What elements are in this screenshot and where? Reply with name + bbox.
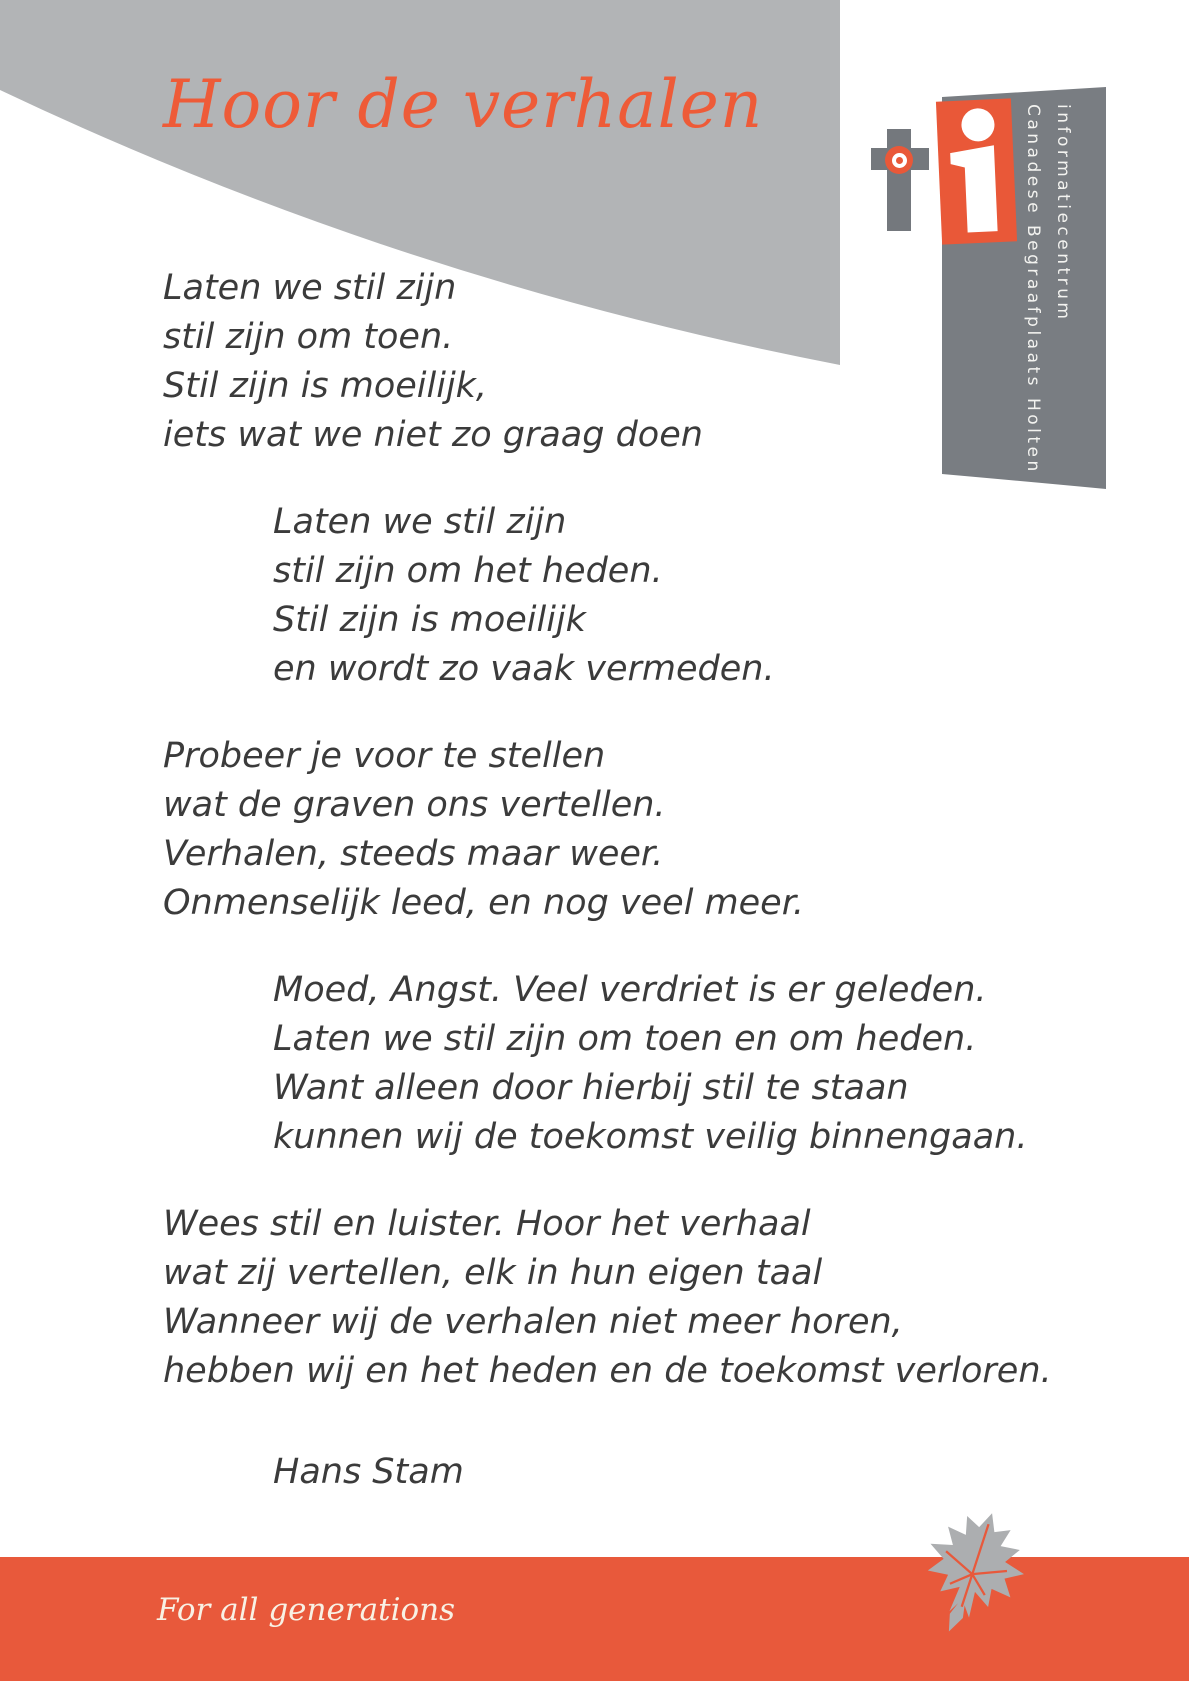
poem-stanza (163, 1200, 1052, 1396)
logo-text-line1: informatiecentrum (1053, 104, 1073, 323)
poem-line: stil zijn om toen. (163, 317, 454, 357)
poem-line: en wordt zo vaak vermeden. (273, 649, 775, 689)
poppy-ring-inner (892, 153, 907, 168)
footer-tagline: For all generations (157, 1592, 456, 1628)
poem-line: Moed, Angst. Veel verdriet is er geleden. (273, 970, 987, 1010)
poem-line: Wees stil en luister. Hoor het verhaal (163, 1204, 811, 1244)
info-i-glyph (936, 98, 1017, 244)
poem-line: Stil zijn is moeilijk, (163, 366, 488, 406)
page-title: Hoor de verhalen (163, 66, 764, 143)
poem-line: iets wat we niet zo graag doen (163, 415, 703, 455)
poem-stanza (163, 264, 1052, 460)
poem-line: Onmenselijk leed, en nog veel meer. (163, 883, 805, 923)
poem-line: Want alleen door hierbij stil te staan (273, 1068, 909, 1108)
poem (163, 264, 1052, 1434)
poem-stanza (163, 732, 1052, 928)
poem-line: stil zijn om het heden. (273, 551, 663, 591)
poem-line: Laten we stil zijn om toen en om heden. (273, 1019, 977, 1059)
poem-line: wat zij vertellen, elk in hun eigen taal (163, 1253, 823, 1293)
poem-line: Laten we stil zijn (273, 502, 567, 542)
poem-line: Stil zijn is moeilijk (273, 600, 586, 640)
poem-line: hebben wij en het heden en de toekomst verloren. (163, 1351, 1052, 1391)
grave-cross-icon (887, 129, 911, 231)
poem-line: Laten we stil zijn (163, 268, 457, 308)
logo-text-line2: Canadese Begraafplaats Holten (1023, 104, 1043, 475)
poppy-ring-icon (885, 146, 913, 174)
poppy-ring-dot (896, 157, 903, 164)
poem-stanza (273, 498, 1052, 694)
poem-line: Wanneer wij de verhalen niet meer horen, (163, 1302, 903, 1342)
poem-line: Verhalen, steeds maar weer. (163, 834, 664, 874)
info-i-icon (936, 98, 1017, 244)
poem-stanza (273, 966, 1052, 1162)
poem-line: wat de graven ons vertellen. (163, 785, 666, 825)
poem-line: kunnen wij de toekomst veilig binnengaan. (273, 1117, 1028, 1157)
poem-line: Probeer je voor te stellen (163, 736, 606, 776)
poem-signature: Hans Stam (273, 1452, 464, 1492)
